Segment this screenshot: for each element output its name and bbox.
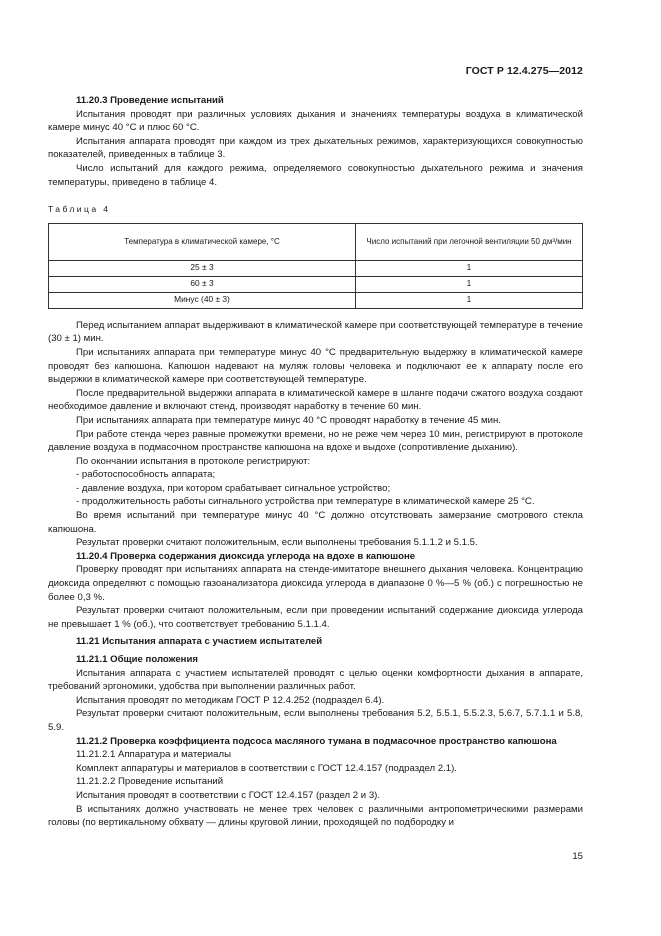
table-cell-count: 1 [356, 292, 583, 308]
paragraph: При испытаниях аппарата при температуре минус 40 °С проводят наработку в течение 45 мин. [76, 414, 501, 426]
section-heading-11-21-1: 11.21.1 Общие положения [76, 654, 198, 665]
table-row [49, 260, 583, 276]
paragraph: Результат проверки считают положительным, если выполнены требования 5.1.1.2 и 5.1.5. [76, 537, 478, 549]
section-heading-11-21: 11.21 Испытания аппарата с участием испытателей [76, 636, 323, 648]
paragraph: Во время испытаний при температуре минус 40 °С должно отсутствовать замерзание смотрового стекла капюшона. [48, 510, 583, 535]
paragraph: По окончании испытания в протоколе регистрируют: [76, 455, 311, 467]
paragraph: Испытания аппарата проводят при каждом из трех дыхательных режимов, характеризующихся совокупностью показателей, приведенных в таблице 3. [48, 135, 583, 161]
table-row [49, 292, 583, 308]
paragraph: Испытания проводят в соответствии с ГОСТ 12.4.157 (раздел 2 и 3). [76, 789, 381, 801]
paragraph: Число испытаний для каждого режима, определяемого совокупностью дыхательного режима и значения температуры, приведено в таблице 4. [48, 162, 583, 188]
paragraph: Испытания аппарата с участием испытателей проводят с целью оценки комфортности дыхания в аппарате, требований эргономики, удобства при выполнении различных работ. [48, 667, 583, 693]
table-row [49, 276, 583, 292]
table-header-row [49, 223, 583, 260]
standard-header: ГОСТ Р 12.4.275—2012 [465, 65, 583, 77]
paragraph: Испытания проводят при различных условиях дыхания и значениях температуры воздуха в климатической камере минус 40 °С и плюс 60 °С. [48, 108, 583, 134]
paragraph: При работе стенда через равные промежутки времени, но не реже чем через 10 мин, регистрируют в протоколе давление воздуха в подмасочном пространстве капюшона на вдохе и выдохе (сопротивление дыханию). [48, 428, 583, 454]
table-cell-count: 1 [356, 260, 583, 276]
section-heading-11-20-3: 11.20.3 Проведение испытаний [76, 95, 224, 106]
subsection-heading: 11.21.2.2 Проведение испытаний [76, 776, 224, 788]
list-item: - давление воздуха, при котором срабатывает сигнальное устройство; [76, 482, 391, 494]
paragraph: В испытаниях должно участвовать не менее трех человек с различными антропометрическими размерами головы (по вертикальному обхвату — длины круговой линии, проходящей по подбородку и [48, 803, 583, 829]
paragraph: При испытаниях аппарата при температуре минус 40 °С предварительную выдержку в климатической камере проводят без капюшона. Капюшон надевают на муляж головы человека и подключают ее к аппарату после его выдержки в климатической камере при соответствующей температуре. [48, 346, 583, 386]
section-heading-11-21-2: 11.21.2 Проверка коэффициента подсоса масляного тумана в подмасочное пространство капюшона [76, 735, 557, 747]
paragraph: Испытания проводят по методикам ГОСТ Р 12.4.252 (подраздел 6.4). [76, 694, 385, 706]
table-4 [48, 223, 583, 309]
paragraph: Результат проверки считают положительным, если выполнены требования 5.2, 5.5.1, 5.5.2.3, 5.6.7, 5.7.1.1 и 5.8, 5.9. [48, 708, 583, 733]
paragraph: Результат проверки считают положительным, если при проведении испытаний содержание диоксида углерода не превышает 1 % (об.), что соответствует требованию 5.1.1.4. [48, 605, 583, 630]
table-cell-temp: 25 ± 3 [49, 260, 356, 276]
paragraph: Проверку проводят при испытаниях аппарата на стенде-имитаторе внешнего дыхания человека. Концентрацию диоксида определяют с помощью газоанализатора диоксида углерода в диапазоне 0 %—5 % (об.) с погрешностью не более 0,3 %. [48, 564, 583, 603]
paragraph: Перед испытанием аппарат выдерживают в климатической камере при соответствующей температуре в течение (30 ± 1) мин. [48, 319, 583, 345]
paragraph: Комплект аппаратуры и материалов в соответствии с ГОСТ 12.4.157 (подраздел 2.1). [76, 762, 457, 774]
section-heading-11-20-4: 11.20.4 Проверка содержания диоксида углерода на вдохе в капюшоне [76, 550, 416, 562]
subsection-heading: 11.21.2.1 Аппаратура и материалы [76, 749, 231, 761]
page-content [48, 94, 583, 830]
table-header-temperature: Температура в климатической камере, °С [49, 223, 356, 260]
table-cell-temp: Минус (40 ± 3) [49, 292, 356, 308]
table-caption: Таблица 4 [48, 204, 111, 215]
list-item: - продолжительность работы сигнального устройства при температуре в климатической камере 25 °С. [76, 496, 535, 508]
table-cell-count: 1 [356, 276, 583, 292]
table-cell-temp: 60 ± 3 [49, 276, 356, 292]
paragraph: После предварительной выдержки аппарата в климатической камере в шланге подачи сжатого воздуха создают необходимое давление и включают стенд, производят наработку в течение 60 мин. [48, 387, 583, 413]
list-item: - работоспособность аппарата; [76, 469, 216, 481]
table-header-count: Число испытаний при легочной вентиляции 50 дм³/мин [356, 223, 583, 260]
page-number: 15 [572, 851, 583, 862]
